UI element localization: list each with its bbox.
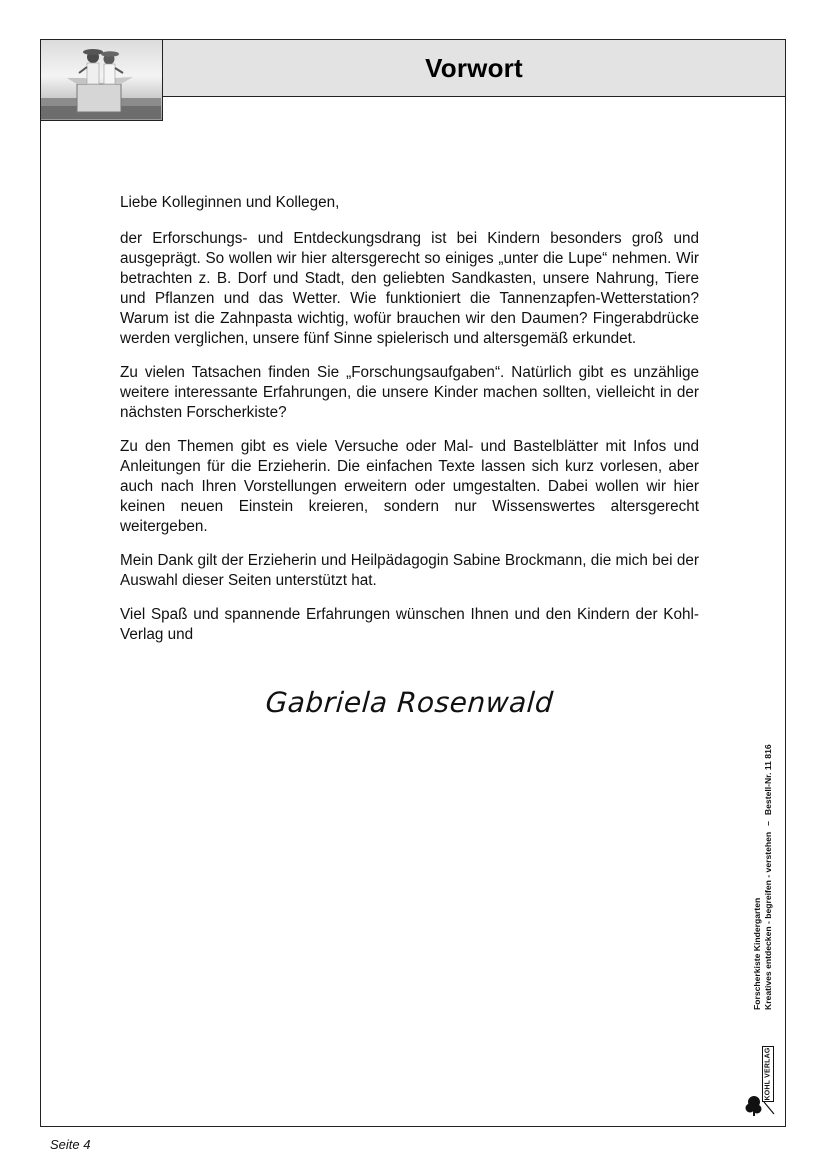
letter-body [120,193,699,659]
letter-paragraph-3: Zu den Themen gibt es viele Versuche oder Mal- und Bastelblätter mit Infos und Anleitungen für die Erzieherin. Die einfachen Texte lassen sich kurz vorlesen, aber auch nach Ihren Vorstellungen erweitern oder umgestalten. Dabei wollen wir hier keinen neuen Einstein kreieren, sondern nur Wissenswertes altersgerecht weitergeben. [120,438,699,535]
cardboard-box [77,84,121,112]
page-number: Seite 4 [50,1137,91,1152]
letter-paragraph-1: der Erforschungs- und Entdeckungsdrang ist bei Kindern besonders groß und ausgeprägt. So wollen wir hier altersgerecht so einiges „unter die Lupe“ nehmen. Wir betrachten z. B. Dorf und Stadt, den geliebten Sandkasten, unsere Nahrung, Tiere und Pflanzen und das Wetter. Wie funktioniert die Tannenzapfen-Wetterstation? Warum ist die Zahnpasta wichtig, wofür brauchen wir den Daumen? Fingerabdrücke werden verglichen, unsere fünf Sinne spielerisch und altersgemäß erkundet. [120,230,699,347]
imprint-series-title: Forscherkiste Kindergarten [752,897,762,1010]
imprint-subtitle: Kreatives entdecken - begreifen - verstehen [763,831,773,1010]
child-hat-right [101,51,119,57]
child-body-right [104,64,115,84]
child-arm-right [115,68,123,73]
page-title: Vorwort [425,52,523,83]
letter-paragraph-4: Mein Dank gilt der Erzieherin und Heilpädagogin Sabine Brockmann, die mich bei der Auswahl dieser Seiten unterstützt hat. [120,552,699,589]
letter-paragraph-5: Viel Spaß und spannende Erfahrungen wünschen Ihnen und den Kindern der Kohl-Verlag und [120,606,699,643]
letter-greeting: Liebe Kolleginnen und Kollegen, [120,194,340,211]
header-photo [40,39,163,121]
imprint-dash: – [763,821,773,826]
children-in-box-illustration [41,40,161,119]
publisher-logo-badge [762,1046,774,1102]
child-arm-left [79,67,87,73]
child-body-left [87,63,99,84]
publisher-logo-text: KOHL VERLAG [764,1047,772,1101]
signature: Gabriela Rosenwald [264,686,555,719]
child-hat-left [83,49,103,55]
imprint-order-number: Bestell-Nr. 11 816 [763,744,773,816]
publisher-logo [744,1040,780,1118]
letter-paragraph-2: Zu vielen Tatsachen finden Sie „Forschungsaufgaben“. Natürlich gibt es unzählige weitere interessante Erfahrungen, die unsere Kinder machen sollten, vielleicht in der nächsten Forscherkiste? [120,364,699,421]
title-bar [162,39,786,97]
